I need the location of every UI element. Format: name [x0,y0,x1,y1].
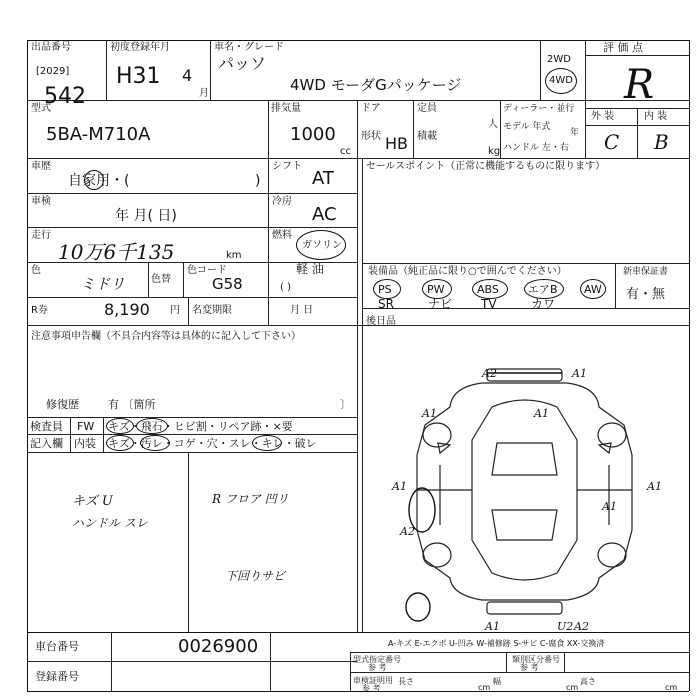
color-code-label: 色コード [187,265,227,276]
ac-value: AC [312,204,337,225]
cert-label: 車検証明用 [353,676,393,685]
warranty-label: 新車保証書 [623,267,669,277]
inspector-label-1: 検査員 [30,420,63,433]
dmg-a1-right-door: A1 [602,500,617,513]
recycle-label: R券 [31,305,48,316]
ac-label: 冷房 [272,196,292,207]
dmg-a1-hood: A1 [534,407,549,420]
displacement-value: 1000 [290,124,336,145]
fw-items: キズ・飛石・ヒビ割・リペア跡・×要 [108,420,293,433]
yen-unit: 円 [170,305,180,316]
length-label: 長さ [398,677,414,686]
doors-label: ドア [361,103,381,114]
int-kizu-circle [106,435,134,451]
shift-value: AT [312,168,334,189]
after-label: 後日品 [366,316,396,327]
lot-number: 542 [44,84,86,109]
exterior-grade: C [604,130,620,154]
eq-pw: PW [427,283,445,296]
history-value: 自家用・( [68,173,130,189]
kg-unit: kg [488,146,501,157]
color-label: 色 [31,265,41,276]
model-label: 型式 [31,103,51,114]
dmg-a2-front-left: A2 [482,367,497,380]
year-unit: 年 [570,128,580,138]
drive-2wd: 2WD [547,54,571,65]
drive-4wd: 4WD [549,75,573,86]
color-value: ミドリ [80,275,126,293]
color-change-label: 色替 [151,274,171,285]
height-label: 高さ [580,677,596,686]
dmg-a2-rear: A2 [574,620,589,632]
sales-point-label: セールスポイント（正常に機能するものに限ります） [366,161,606,172]
dmg-a1-front-right: A1 [572,367,587,380]
score-value: R [624,62,655,108]
fw-label: FW [77,420,95,433]
displacement-label: 排気量 [271,103,301,114]
int-yogore-circle [140,435,170,451]
reg-label: 登録番号 [35,670,79,683]
dmg-a1-rear: A1 [485,620,500,632]
lot-label: 出品番号 [31,42,71,53]
interior-items: キズ・汚レ・コゲ・穴・スレ・キレ・破レ [108,437,317,450]
name-grade-label: 車名・グレード [214,42,284,53]
score-label: 評 価 点 [603,41,643,54]
dealer-label: ディーラー・並行 [503,104,575,114]
hand-note-1: キズ U [72,494,113,509]
car-diagram [362,325,689,632]
dmg-a1-right-side: A1 [647,480,662,493]
car-name: パッソ [218,54,267,73]
fuel-gas: ガソリン [302,240,342,251]
eq-ps: PS [378,283,392,296]
km-unit: km [226,250,242,261]
inspector-label-2: 記入欄 [30,437,63,450]
height-unit: cm [665,683,678,692]
length-unit: cm [478,683,491,692]
fw-kizu-circle [106,418,134,434]
eq-navi: ナビ [428,297,453,311]
dmg-a2-left-rear: A2 [400,525,415,538]
chassis-value: 0026900 [178,636,259,657]
int-sure-circle [252,435,282,451]
dmg-a1-left-front: A1 [422,407,437,420]
cert-ref: 参 考 [362,684,381,693]
caution-label: 注意事項申告欄（不具合内容等は具体的に記入して下さい） [31,331,301,342]
exterior-label: 外 装 [591,111,615,122]
dmg-a1-left-side: A1 [392,480,407,493]
class-label: 類別区分番号 [512,655,560,664]
repair-close: 〕 [340,398,351,411]
month-unit: 月 [199,88,209,99]
inspection-label: 車検 [31,196,51,207]
history-label: 車歴 [31,161,51,172]
warranty-value: 有・無 [626,287,666,302]
repair-value: 有 〔箇所 [108,398,156,411]
mileage-value: 10万6千135 [58,240,175,264]
recycle-value: 8,190 [104,300,150,319]
fuel-other: ( ) [280,282,291,293]
lot-sub: [2029] [36,66,70,77]
repair-label: 修復歴 [46,398,79,411]
name-change-value: 月 日 [290,305,314,316]
fuel-diesel: 軽 油 [296,262,324,276]
type-ref: 参 考 [368,663,387,672]
car-grade: 4WD モーダGパッケージ [290,76,462,94]
eq-abs: ABS [477,283,499,296]
chassis-label: 車台番号 [35,640,79,653]
class-ref: 参 考 [520,663,539,672]
hand-note-2: ハンドル スレ [72,516,148,530]
name-change-label: 名変期限 [192,305,232,316]
eq-airbag: エアB [528,283,558,296]
eq-aw: AW [584,283,602,296]
eq-tv: TV [481,297,497,311]
width-unit: cm [566,683,579,692]
body-label: 形状 [361,131,381,142]
fuel-label: 燃料 [272,230,292,241]
era-year: H31 [116,64,161,89]
interior-check-label: 内装 [74,437,96,450]
eq-leather: カワ [531,297,556,311]
fw-tobiishi-circle [136,418,168,434]
model-year-label: モデル 年式 [503,122,551,132]
person-unit: 人 [488,119,498,130]
equipment-label: 装備品（純正品に限り○で囲んでください） [368,266,567,277]
history-circle [84,170,104,190]
load-label: 積載 [417,131,437,142]
mileage-label: 走行 [31,230,51,241]
history-close: ) [255,173,261,189]
color-code-value: G58 [212,275,243,293]
shift-label: シフト [272,161,302,172]
eq-sr: SR [378,297,394,311]
type-designation-label: 型式指定番号 [353,655,401,664]
handle-label: ハンドル 左・右 [503,143,569,153]
damage-legend: A-キズ E-エクボ U-凹み W-補修跡 S-サビ C-腐食 XX-交換済 [388,639,605,648]
reg-month: 4 [182,66,193,85]
hand-note-3: R フロア 凹リ [212,492,289,506]
body-value: HB [385,134,409,153]
inspection-value: 年 月( 日) [115,208,177,224]
width-label: 幅 [493,677,501,686]
hand-note-4: 下回りサビ [225,569,286,583]
dmg-u2-rear: U2 [557,620,574,632]
capacity-label: 定員 [417,103,437,114]
interior-label: 内 装 [644,111,668,122]
first-reg-label: 初度登録年月 [110,42,170,53]
cc-unit: cc [340,146,351,157]
interior-grade: B [654,130,669,154]
model-value: 5BA-M710A [46,124,151,145]
